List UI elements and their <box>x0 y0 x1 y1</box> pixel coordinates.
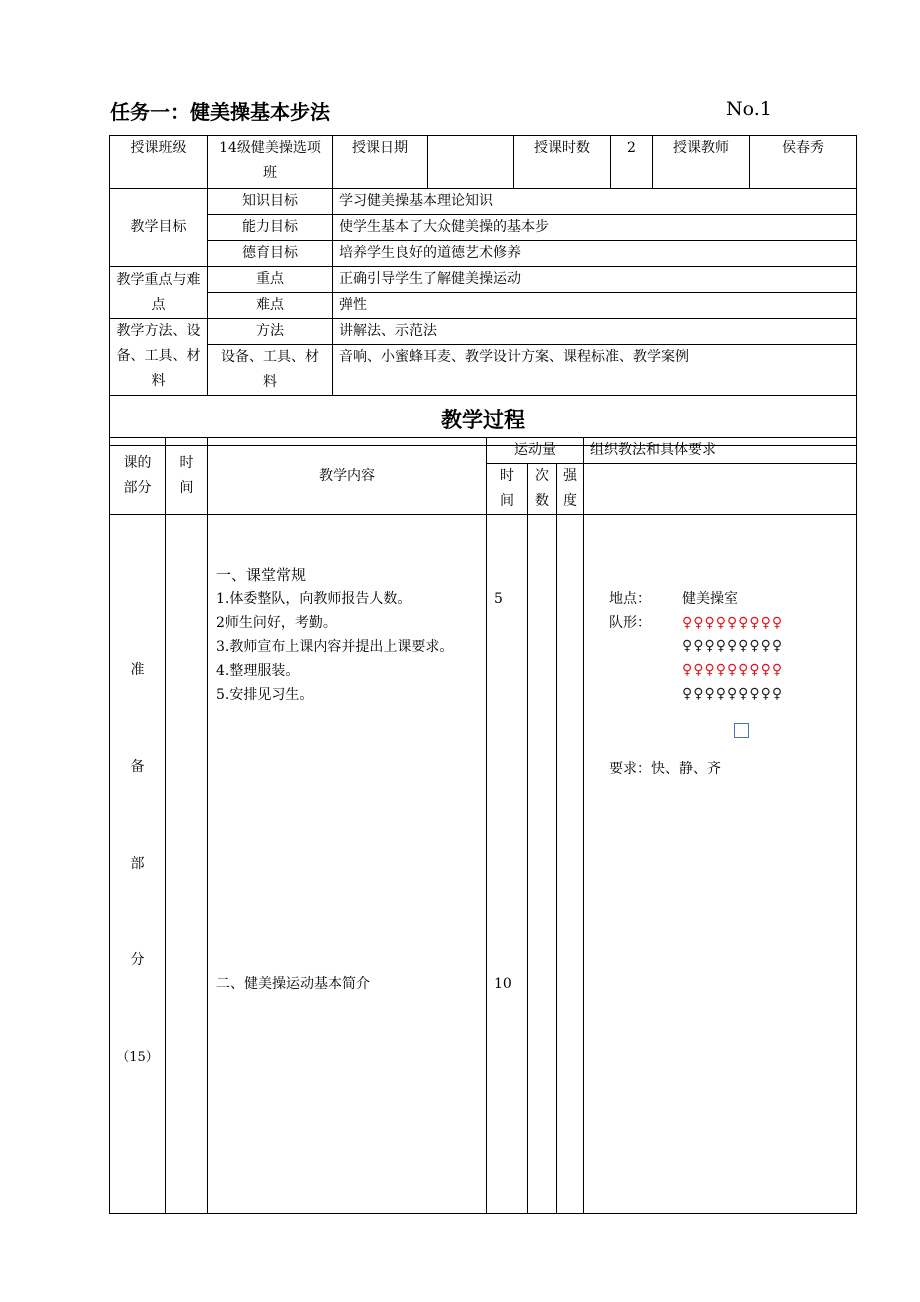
formation-row: ♀♀♀♀♀♀♀♀♀ <box>682 686 784 702</box>
load-time-cell <box>487 515 528 1214</box>
load-intensity-cell <box>557 515 584 1214</box>
date-value <box>428 136 514 189</box>
objective-type: 知识目标 <box>208 189 333 215</box>
key-points-label: 教学重点与难点 <box>110 267 208 319</box>
hours-label: 授课时数 <box>514 136 611 189</box>
method-text: 讲解法、示范法 <box>333 319 857 345</box>
part-char: 备 <box>130 759 145 775</box>
col-content-header: 教学内容 <box>208 438 487 515</box>
organization-cell <box>584 515 857 1214</box>
item1-time: 5 <box>494 591 503 607</box>
col-org-header: 组织教法和具体要求 <box>584 438 857 464</box>
objective-text: 学习健美操基本理论知识 <box>333 189 857 215</box>
class-value: 14级健美操选项班 <box>208 136 333 189</box>
col-time-header: 时间 <box>166 438 208 515</box>
org-subheader-blank <box>584 464 857 515</box>
difficulty-label: 难点 <box>208 293 333 319</box>
equipment-label: 设备、工具、材料 <box>208 345 333 396</box>
time-cell <box>166 515 208 1214</box>
difficulty-text: 弹性 <box>333 293 857 319</box>
teacher-value: 侯春秀 <box>750 136 857 189</box>
formation-row: ♀♀♀♀♀♀♀♀♀ <box>682 615 784 631</box>
location-value: 健美操室 <box>682 591 739 607</box>
key-point-text: 正确引导学生了解健美操运动 <box>333 267 857 293</box>
formation-row: ♀♀♀♀♀♀♀♀♀ <box>682 662 784 678</box>
item1-heading: 一、课堂常规 <box>216 566 307 584</box>
process-title: 教学过程 <box>110 396 857 446</box>
part-char: 部 <box>130 856 145 872</box>
objective-type: 能力目标 <box>208 215 333 241</box>
methods-label: 教学方法、设备、工具、材料 <box>110 319 208 396</box>
list-item: 1.体委整队，向教师报告人数。 <box>216 591 412 607</box>
load-count-cell <box>528 515 557 1214</box>
part-cell <box>110 515 166 1214</box>
hours-value: 2 <box>611 136 653 189</box>
col-load-header: 运动量 <box>487 438 584 464</box>
item2-time: 10 <box>494 976 512 992</box>
col-part-header: 课的部分 <box>110 438 166 515</box>
list-item: 2师生问好，考勤。 <box>216 615 337 631</box>
formation-label: 队形： <box>609 615 652 631</box>
teacher-position-icon <box>734 723 749 738</box>
part-minutes: （15） <box>116 1050 159 1065</box>
col-load-intensity-header: 强度 <box>557 464 584 515</box>
objective-type: 德育目标 <box>208 241 333 267</box>
document-number: No.1 <box>726 98 772 120</box>
item2-heading: 二、健美操运动基本简介 <box>216 976 370 992</box>
content-cell <box>208 515 487 1214</box>
equipment-text: 音响、小蜜蜂耳麦、教学设计方案、课程标准、教学案例 <box>333 345 857 396</box>
key-point-label: 重点 <box>208 267 333 293</box>
objectives-label: 教学目标 <box>110 189 208 267</box>
requirement-text: 要求：快、静、齐 <box>609 761 722 777</box>
list-item: 5.安排见习生。 <box>216 687 314 703</box>
lesson-info-table <box>109 135 857 446</box>
objective-text: 培养学生良好的道德艺术修养 <box>333 241 857 267</box>
class-label: 授课班级 <box>110 136 208 189</box>
part-char: 分 <box>130 952 145 968</box>
formation-row: ♀♀♀♀♀♀♀♀♀ <box>682 638 784 654</box>
col-load-count-header: 次数 <box>528 464 557 515</box>
col-load-time-header: 时间 <box>487 464 528 515</box>
page-title: 任务一：健美操基本步法 <box>110 100 330 124</box>
date-label: 授课日期 <box>333 136 428 189</box>
teacher-label: 授课教师 <box>653 136 750 189</box>
objective-text: 使学生基本了大众健美操的基本步 <box>333 215 857 241</box>
teaching-process-table <box>109 437 857 1214</box>
method-label: 方法 <box>208 319 333 345</box>
list-item: 3.教师宣布上课内容并提出上课要求。 <box>216 639 454 655</box>
list-item: 4.整理服装。 <box>216 663 300 679</box>
location-label: 地点： <box>609 591 652 607</box>
part-char: 准 <box>130 662 145 678</box>
